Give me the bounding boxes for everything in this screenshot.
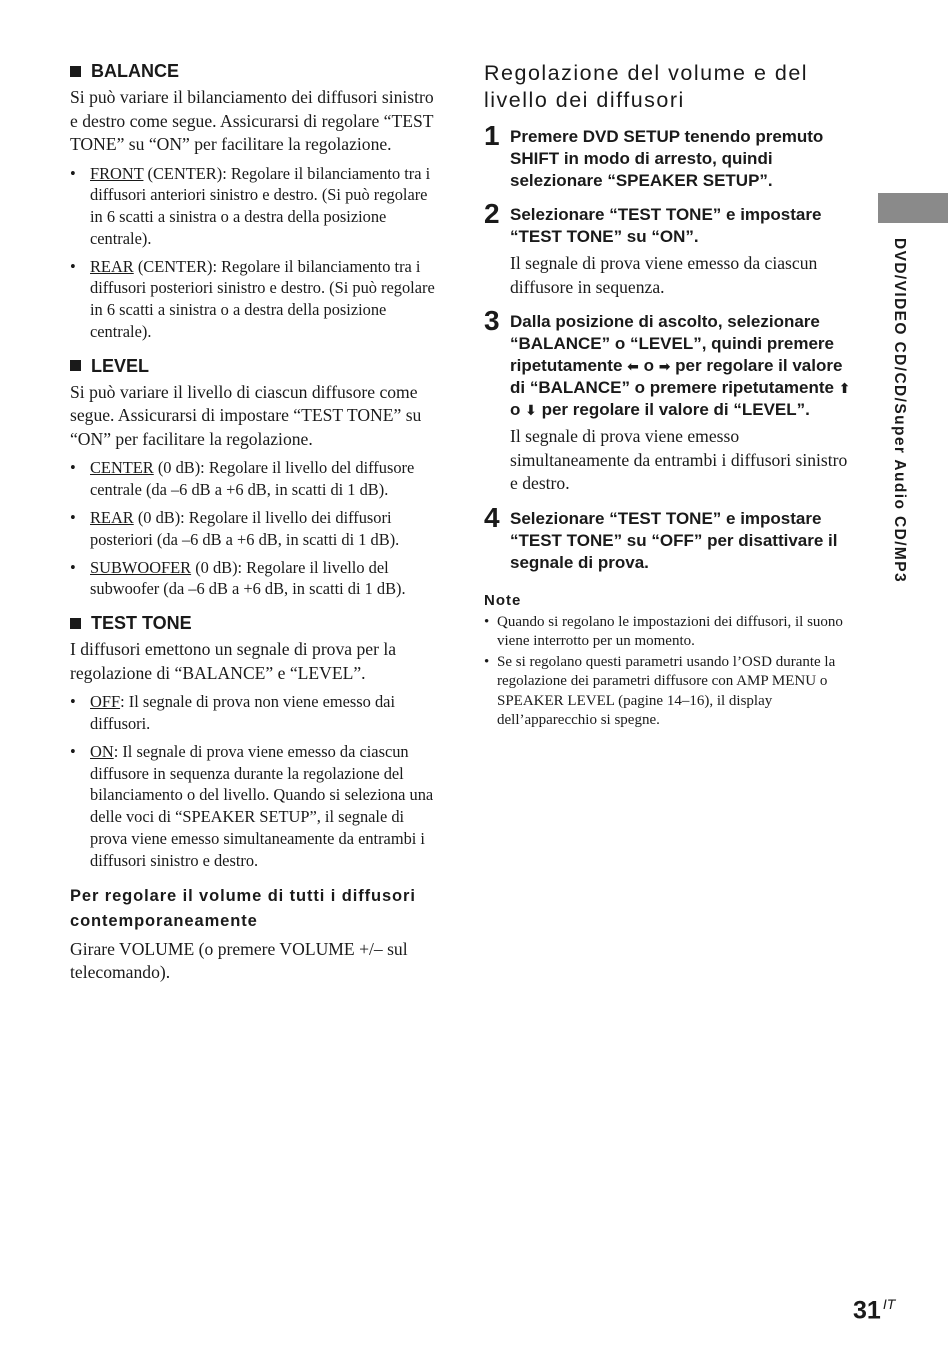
step-4: [484, 501, 854, 578]
all-volume-text: Girare VOLUME (o premere VOLUME +/– sul telecomando).: [70, 938, 408, 983]
all-volume-section: [70, 884, 442, 985]
note-list: [484, 613, 854, 731]
up-arrow-icon: ⬆: [838, 380, 851, 396]
list-item: • ON: Il segnale di prova viene emesso da ciascun diffusore in sequenza durante la regolazione del bilanciamento o del livello. Quando si seleziona una delle voci di “SPEAKER SETUP”, il segnale di prova viene emesso simultaneamente da entrambi i diffusori sinistro e destro.: [70, 741, 434, 870]
level-section: [70, 355, 442, 600]
list-item: • SUBWOOFER (0 dB): Regolare il livello del subwoofer (da –6 dB a +6 dB, in scatti di 1 dB).: [70, 557, 406, 599]
list-item: • OFF: Il segnale di prova non viene emesso dai diffusori.: [70, 692, 395, 733]
list-item: • Se si regolano questi parametri usando l’OSD durante la regolazione dei parametri diffusore con AMP MENU o SPEAKER LEVEL (pagine 14–16), il display dell’apparecchio si spegne.: [484, 653, 836, 728]
step-description: Il segnale di prova viene emesso simultaneamente da entrambi i diffusori sinistro e destro.: [510, 426, 848, 493]
square-bullet-icon: [70, 66, 81, 77]
step-instruction: Selezionare “TEST TONE” e impostare “TEST TONE” su “ON”.: [510, 205, 822, 246]
chapter-tab: [878, 193, 948, 223]
test-tone-section: [70, 612, 442, 871]
list-item: • Quando si regolano le impostazioni dei diffusori, il suono viene interrotto per un momento.: [484, 613, 843, 649]
step-2: [484, 198, 854, 303]
test-tone-list: [70, 691, 442, 871]
balance-section: [70, 60, 442, 343]
step-number: 3: [484, 305, 500, 336]
step-instruction: Premere DVD SETUP tenendo premuto SHIFT in modo di arresto, quindi selezionare “SPEAKER SETUP”.: [510, 127, 824, 190]
right-arrow-icon: ➡: [658, 358, 671, 374]
test-tone-heading: TEST TONE: [70, 612, 442, 634]
all-volume-heading: Per regolare il volume di tutti i diffusori contemporaneamente: [70, 886, 416, 930]
level-heading: LEVEL: [70, 355, 442, 377]
step-instruction: Selezionare “TEST TONE” e impostare “TEST TONE” su “OFF” per disattivare il segnale di prova.: [510, 508, 838, 572]
list-item: • FRONT (CENTER): Regolare il bilanciamento tra i diffusori anteriori sinistro e destro. (Si può regolare in 6 scatti a sinistra o a destra della posizione centrale).: [70, 163, 431, 248]
step-instruction: Dalla posizione di ascolto, selezionare “BALANCE” o “LEVEL”, quindi premere ripetutamente ⬅ o ➡ per regolare il valore di “BALANCE” o premere ripetutamente ⬆ o ⬇ per regolare il valore di “LEVEL”.: [510, 312, 851, 419]
note-heading: Note: [484, 591, 522, 609]
step-number: 2: [484, 198, 500, 229]
section-title: Regolazione del volume e del livello dei diffusori: [484, 61, 809, 112]
note-section: [484, 592, 854, 731]
level-list: [70, 457, 442, 600]
square-bullet-icon: [70, 360, 81, 371]
list-item: • REAR (CENTER): Regolare il bilanciamento tra i diffusori posteriori sinistro e destro. (Si può regolare in 6 scatti a sinistra o a destra della posizione centrale).: [70, 256, 435, 342]
balance-heading: BALANCE: [70, 60, 442, 82]
step-1: [484, 120, 854, 196]
page-number: 31 $^{IT}$: [853, 1296, 896, 1325]
left-arrow-icon: ⬅: [627, 358, 639, 374]
step-description: Il segnale di prova viene emesso da ciascun diffusore in sequenza.: [510, 253, 818, 297]
balance-intro: Si può variare il bilanciamento dei diffusori sinistro e destro come segue. Assicurarsi di regolare “TEST TONE” su “ON” per facilitare la regolazione.: [70, 87, 434, 154]
chapter-label: DVD/VIDEO CD/CD/Super Audio CD/MP3: [891, 238, 908, 583]
balance-list: [70, 163, 442, 343]
level-intro: Si può variare il livello di ciascun diffusore come segue. Assicurarsi di impostare “TEST TONE” su “ON” per facilitare la regolazione.: [70, 381, 422, 449]
right-column: [484, 60, 854, 732]
step-number: 4: [484, 501, 500, 533]
test-tone-intro: I diffusori emettono un segnale di prova per la regolazione di “BALANCE” e “LEVEL”.: [70, 639, 397, 683]
list-item: • REAR (0 dB): Regolare il livello dei diffusori posteriori (da –6 dB a +6 dB, in scatti di 1 dB).: [70, 507, 400, 549]
step-number: 1: [484, 120, 500, 151]
step-3: [484, 305, 854, 500]
list-item: • CENTER (0 dB): Regolare il livello del diffusore centrale (da –6 dB a +6 dB, in scatti di 1 dB).: [70, 458, 415, 500]
square-bullet-icon: [70, 618, 81, 629]
left-column: [70, 60, 442, 991]
down-arrow-icon: ⬇: [525, 402, 537, 418]
